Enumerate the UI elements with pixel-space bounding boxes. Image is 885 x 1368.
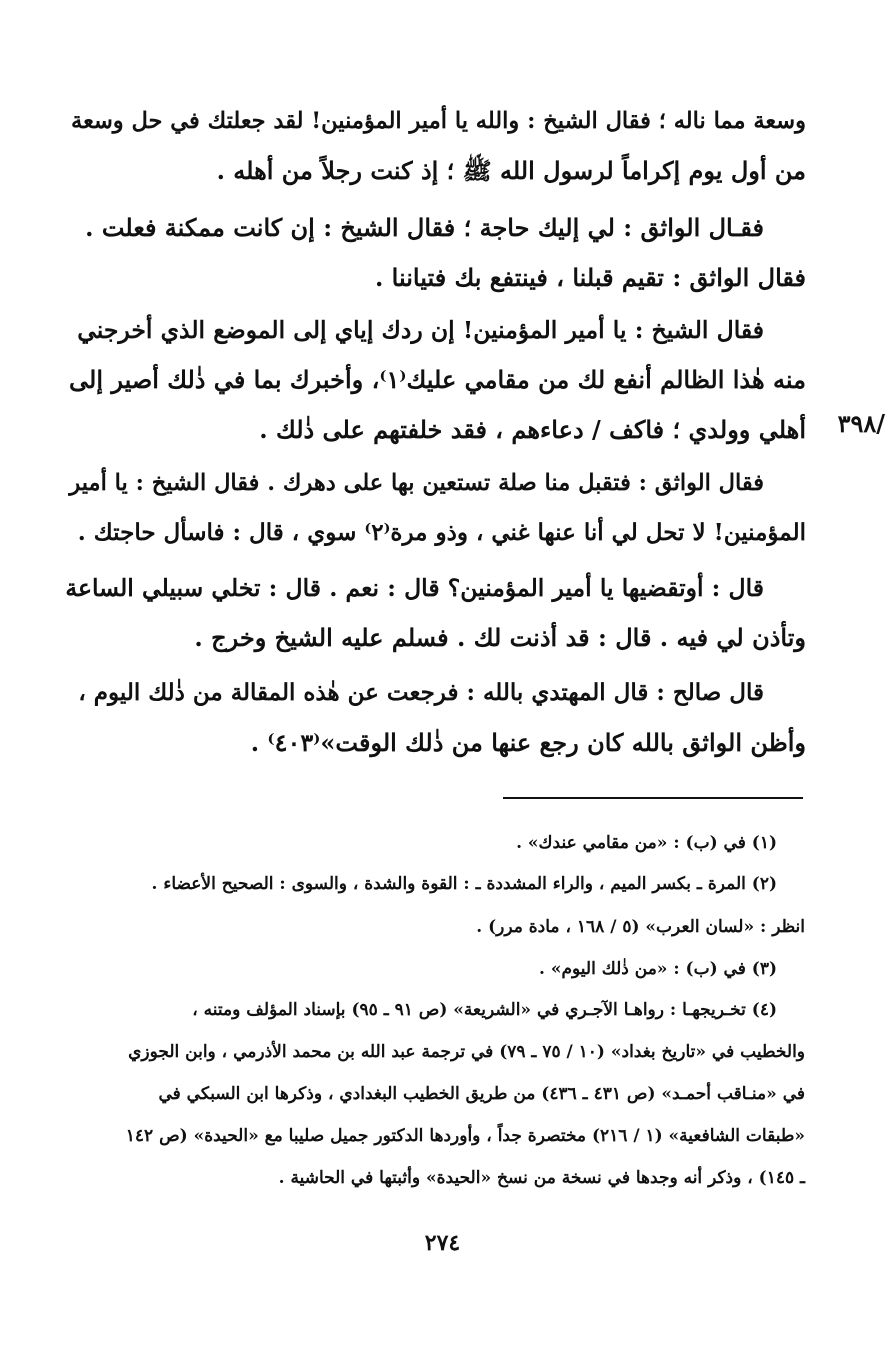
footnote-4-text: (٤) تخـريجهـا : رواهـا الآجـري في «الشريعة» (ص ٩١ ـ ٩٥) بإسناد المؤلف ومتنه ، bbox=[192, 1000, 777, 1020]
footnote-1-text: (١) في (ب) : «من مقامي عندك» . bbox=[516, 833, 777, 853]
footnote-4-line-4 bbox=[60, 1119, 805, 1153]
paragraph-3-line-1: فقال الشيخ : يا أمير المؤمنين! إن ردك إياي إلى الموضع الذي أخرجني bbox=[77, 316, 764, 344]
margin-page-reference: /٣٩٨ bbox=[837, 409, 885, 438]
footnote-4-line-2-text: والخطيب في «تاريخ بغداد» (١٠ / ٧٥ ـ ٧٩) في ترجمة عبد الله بن محمد الأذرمي ، وابن الجوزي bbox=[128, 1042, 805, 1062]
footnote-2-text: (٢) المرة ـ بكسر الميم ، والراء المشددة ـ : القوة والشدة ، والسوى : الصحيح الأعضاء . bbox=[151, 874, 777, 894]
paragraph-4-line-2: المؤمنين! لا تحل لي أنا عنها غني ، وذو مرة⁽٢⁾ سوي ، قال : فاسأل حاجتك . bbox=[77, 519, 806, 546]
footnote-4 bbox=[60, 993, 805, 1027]
paragraph-2-line-2: فقال الواثق : تقيم قبلنا ، فينتفع بك فتياننا . bbox=[374, 263, 806, 292]
paragraph-2 bbox=[64, 203, 806, 303]
paragraph-1 bbox=[64, 96, 806, 196]
paragraph-2-line-1: فقـال الواثق : لي إليك حاجة ؛ فقال الشيخ : إن كانت ممكنة فعلت . bbox=[85, 213, 764, 242]
paragraph-3-line-3: أهلي وولدي ؛ فاكف / دعاءهم ، فقد خلفتهم على ذٰلك . bbox=[259, 415, 806, 444]
paragraph-5 bbox=[64, 563, 806, 663]
paragraph-4 bbox=[64, 458, 806, 558]
footnote-4-line-3-text: في «منـاقب أحمـد» (ص ٤٣١ ـ ٤٣٦) من طريق الخطيب البغدادي ، وذكرها ابن السبكي في bbox=[158, 1084, 805, 1104]
footnote-4-line-4-text: «طبقات الشافعية» (١ / ٢١٦) مختصرة جداً ، وأوردها الدكتور جميل صليبا مع «الحيدة» (ص ١٤٢ bbox=[125, 1126, 805, 1146]
footnote-1 bbox=[60, 826, 805, 860]
footnote-4-line-5-text: ـ ١٤٥) ، وذكر أنه وجدها في نسخة من نسخ «الحيدة» وأثبتها في الحاشية . bbox=[278, 1168, 805, 1188]
paragraph-3 bbox=[64, 305, 806, 455]
footnote-2-continued bbox=[60, 910, 805, 944]
paragraph-1-line-2: من أول يوم إكراماً لرسول الله ﷺ ؛ إذ كنت رجلاً من أهله . bbox=[216, 156, 806, 185]
paragraph-1-line-1: وسعة مما ناله ؛ فقال الشيخ : والله يا أمير المؤمنين! لقد جعلتك في حل وسعة bbox=[71, 108, 806, 134]
paragraph-6 bbox=[64, 668, 806, 768]
paragraph-6-line-2: وأظن الواثق بالله كان رجع عنها من ذٰلك الوقت»⁽٤٠٣⁾ . bbox=[250, 728, 806, 757]
footnote-2-continued-text: انظر : «لسان العرب» (٥ / ١٦٨ ، مادة مرر) . bbox=[476, 917, 805, 937]
paragraph-6-line-1: قال صالح : قال المهتدي بالله : فرجعت عن هٰذه المقالة من ذٰلك اليوم ، bbox=[78, 679, 764, 706]
footnote-4-line-3 bbox=[60, 1077, 805, 1111]
paragraph-4-line-1: فقال الواثق : فتقبل منا صلة تستعين بها على دهرك . فقال الشيخ : يا أمير bbox=[69, 470, 764, 496]
footnote-3-text: (٣) في (ب) : «من ذٰلك اليوم» . bbox=[539, 959, 777, 979]
paragraph-5-line-1: قال : أوتقضيها يا أمير المؤمنين؟ قال : نعم . قال : تخلي سبيلي الساعة bbox=[65, 574, 764, 602]
footnote-3 bbox=[60, 952, 805, 986]
paragraph-5-line-2: وتأذن لي فيه . قال : قد أذنت لك . فسلم عليه الشيخ وخرج . bbox=[194, 623, 806, 652]
page-number: ٢٧٤ bbox=[424, 1230, 461, 1256]
footnote-2 bbox=[60, 867, 805, 901]
footnote-4-line-2 bbox=[60, 1035, 805, 1069]
footnote-separator bbox=[503, 797, 803, 799]
footnote-4-line-5 bbox=[60, 1161, 805, 1195]
paragraph-3-line-2: منه هٰذا الظالم أنفع لك من مقامي عليك⁽١⁾، وأخبرك بما في ذٰلك أصير إلى bbox=[69, 365, 806, 394]
